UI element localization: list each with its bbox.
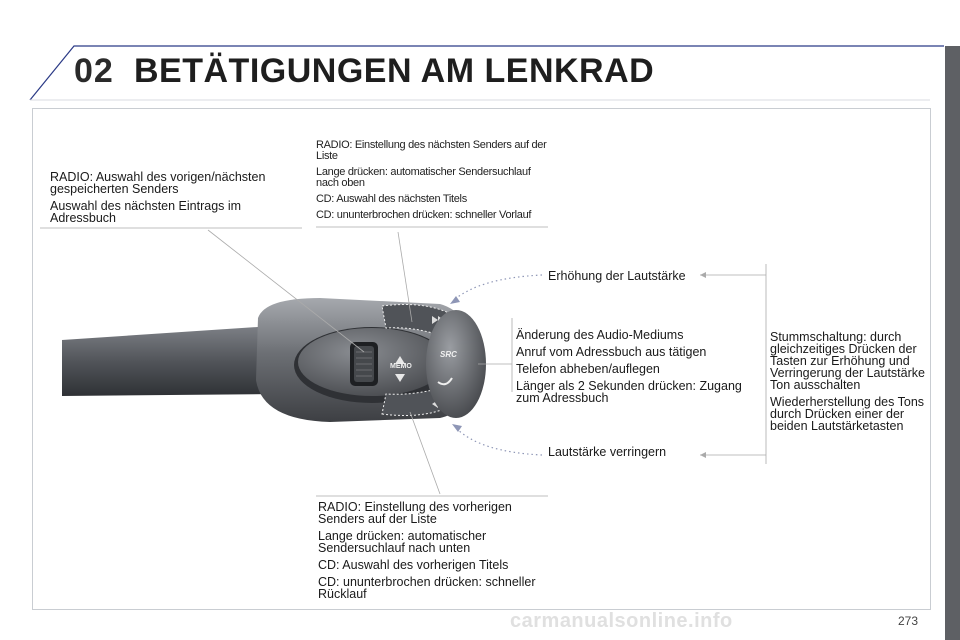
label-next-station (316, 140, 550, 226)
label-line: CD: Auswahl des nächsten Titels (316, 193, 467, 205)
label-line: CD: Auswahl des vorherigen Titels (318, 558, 509, 572)
label-line: Stummschaltung: durch gleichzeitiges Drücken der Tasten zur Erhöhung und Verringerung der Lautstärke Ton ausschalten (770, 330, 925, 392)
label-line: CD: ununterbrochen drücken: schneller Rücklauf (318, 575, 536, 601)
chapter-number: 02 (74, 52, 114, 90)
label-volume-down: Lautstärke verringern (548, 445, 667, 459)
page-title: BETÄTIGUNGEN AM LENKRAD (134, 52, 655, 90)
label-line: Änderung des Audio-Mediums (516, 328, 684, 342)
label-line: Lange drücken: automatischer Sendersuchlauf nach unten (318, 529, 487, 555)
label-line: Telefon abheben/auflegen (516, 362, 660, 376)
src-label: SRC (440, 350, 457, 359)
label-source (516, 329, 756, 409)
label-previous-station (318, 501, 554, 605)
label-line: Anruf vom Adressbuch aus tätigen (516, 345, 707, 359)
stalk (62, 326, 278, 396)
memo-scroll-wheel (350, 342, 378, 386)
label-volume-up: Erhöhung der Lautstärke (548, 269, 686, 283)
label-line: Lange drücken: automatischer Sendersuchlauf nach oben (316, 166, 531, 189)
label-line: RADIO: Einstellung des nächsten Senders auf der Liste (316, 139, 547, 162)
label-line: Wiederherstellung des Tons durch Drücken einer der beiden Lautstärketasten (770, 395, 925, 433)
label-prev-next-station (50, 171, 286, 229)
page-number: 273 (898, 614, 919, 628)
end-cap (426, 310, 486, 418)
label-line: CD: ununterbrochen drücken: schneller Vorlauf (316, 209, 532, 221)
label-line: RADIO: Auswahl des vorigen/nächsten gespeicherten Senders (50, 170, 266, 196)
label-line: Länger als 2 Sekunden drücken: Zugang zum Adressbuch (516, 379, 742, 405)
label-line: RADIO: Einstellung des vorherigen Senders auf der Liste (318, 500, 512, 526)
watermark: carmanualsonline.info (510, 610, 733, 632)
memo-label: MEMO (390, 363, 412, 370)
label-line: Auswahl des nächsten Eintrags im Adressbuch (50, 199, 242, 225)
label-mute (770, 331, 930, 437)
